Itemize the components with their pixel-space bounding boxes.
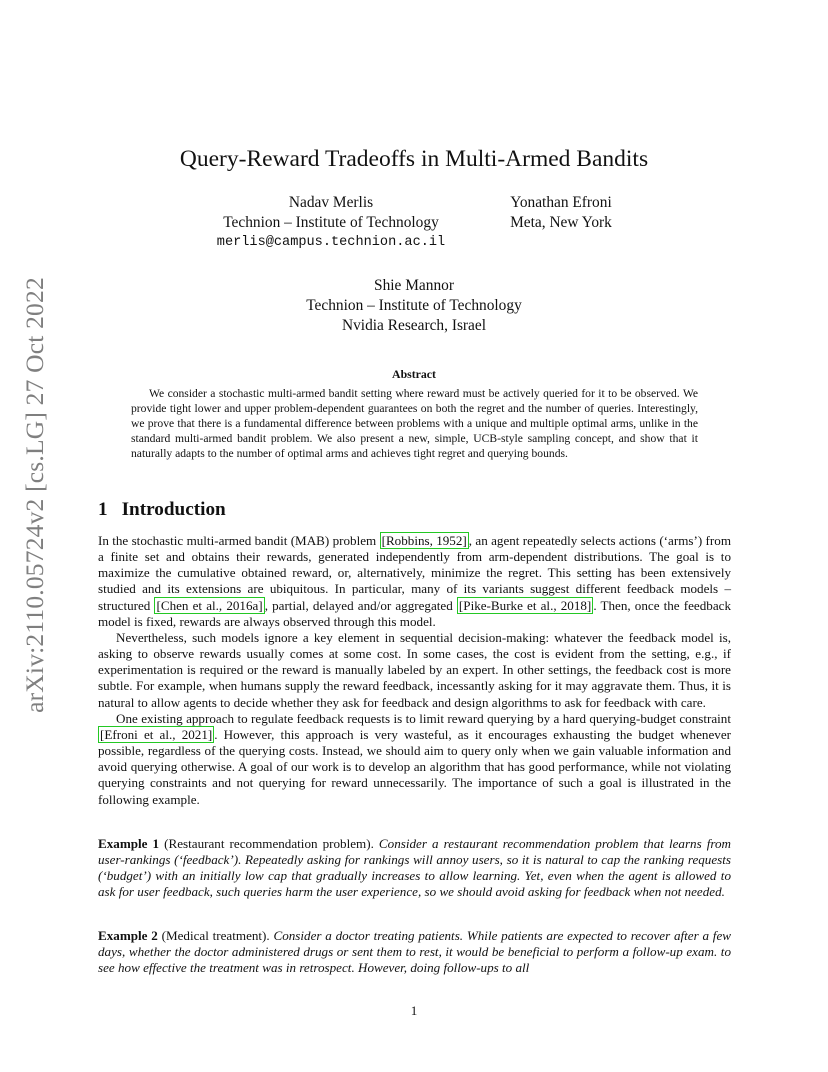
paragraph xyxy=(98,533,731,630)
author-block-3 xyxy=(264,276,564,336)
author-affiliation: Technion – Institute of Technology xyxy=(306,297,522,314)
text-span: . Then, once the feedback model is fixed, rewards are always observed through this model. xyxy=(98,597,731,629)
example-body: Consider a restaurant recommendation problem that learns from user-rankings (‘feedback’). Repeatedly asking for rankings will annoy users, so it is natural to cap the ranking requests (‘budget’) with an initially low cap that gradually increases to allow learning. Yet, even when the agent is allowed to ask for user feedback, such queries harm the user experience, so we should avoid asking for feedback when not needed. xyxy=(98,836,731,900)
page-number: 1 xyxy=(410,1003,418,1018)
example-label: Example 1 xyxy=(98,836,160,851)
paper-title: Query-Reward Tradeoffs in Multi-Armed Bandits xyxy=(179,146,649,172)
section-heading xyxy=(98,499,226,521)
paragraph xyxy=(98,711,731,808)
example-title: (Medical treatment). xyxy=(157,928,274,943)
text-span: . However, this approach is very wasteful, as it encourages exhausting the budget whenever possible, regardless of the querying costs. Instead, we should aim to query only when we gain valuable information and avoid querying otherwise. A goal of our work is to develop an algorithm that has good performance, while not violating querying constraints and not querying for reward unnecessarily. The importance of such a goal is illustrated in the following example. xyxy=(98,726,731,807)
author-name: Shie Mannor xyxy=(374,277,454,294)
author-name: Nadav Merlis xyxy=(288,194,374,211)
author-affiliation: Meta, New York xyxy=(510,214,612,231)
citation-link[interactable]: [Efroni et al., 2021] xyxy=(100,726,213,742)
author-name: Yonathan Efroni xyxy=(510,194,612,211)
author-affiliation: Technion – Institute of Technology xyxy=(223,214,439,231)
example-body: Consider a doctor treating patients. While patients are expected to recover after a few days, whether the doctor administered drugs or sent them to rest, it would be beneficial to perform a follow-up exam. to see how effective the treatment was in retrospect. However, doing follow-ups to all xyxy=(98,928,731,976)
text-span: , an agent repeatedly selects actions (‘arms’) from a finite set and obtains their rewards, generated independently from arm-dependent distributions. The goal is to maximize the cumulative obtained reward, or, alternatively, minimize the regret. This setting has been extensively studied and its extensions are ubiquitous. In particular, many of its variants suggest different feedback models – structured xyxy=(98,533,732,613)
example-block xyxy=(98,836,731,901)
text-span: , partial, delayed and/or aggregated xyxy=(264,597,457,613)
section-title: Introduction xyxy=(121,499,226,520)
introduction-body xyxy=(98,533,731,808)
abstract-text: We consider a stochastic multi-armed bandit setting where reward must be actively queried for it to be observed. We provide tight lower and upper problem-dependent guarantees on both the regret and the number of queries. Interestingly, we prove that there is a fundamental difference between problems with a unique and multiple optimal arms, unlike in the standard multi-armed bandit problem. We also present a new, simple, UCB-style sampling concept, and show that it naturally adapts to the number of optimal arms and achieves tight regret and querying bounds. xyxy=(131,387,698,460)
author-block-1 xyxy=(200,193,462,253)
author-block-2 xyxy=(488,193,634,233)
text-span: One existing approach to regulate feedback requests is to limit reward querying by a hard querying-budget constraint xyxy=(116,710,731,726)
example-label: Example 2 xyxy=(98,928,158,943)
example-block xyxy=(98,928,731,976)
arxiv-id-text: arXiv:2110.05724v2 [cs.LG] 27 Oct 2022 xyxy=(20,277,49,713)
example-title: (Restaurant recommendation problem). xyxy=(159,836,379,851)
citation-link[interactable]: [Pike-Burke et al., 2018] xyxy=(458,597,592,613)
paragraph: Nevertheless, such models ignore a key element in sequential decision-making: whatever the feedback model is, asking to observe rewards usually comes at some cost. In some cases, the cost is evident from the setting, e.g., if experimentation is required or the reward is manually labeled by an expert. In other settings, the feedback cost is more subtle. For example, when humans supply the reward feedback, incessantly asking for it may aggravate them. Thus, it is natural to allow agents to decide whether they ask for feedback and design algorithms to ask for feedback with care. xyxy=(98,629,731,710)
author-affiliation-secondary: Nvidia Research, Israel xyxy=(341,317,486,334)
citation-link[interactable]: [Robbins, 1952] xyxy=(381,533,467,548)
citation-link[interactable]: [Chen et al., 2016a] xyxy=(156,597,263,613)
abstract-heading: Abstract xyxy=(392,367,436,381)
section-number: 1 xyxy=(98,499,108,520)
arxiv-sidebar-identifier xyxy=(18,277,52,713)
author-email: merlis@campus.technion.ac.il xyxy=(216,235,446,250)
text-span: In the stochastic multi-armed bandit (MAB) problem xyxy=(98,533,380,548)
